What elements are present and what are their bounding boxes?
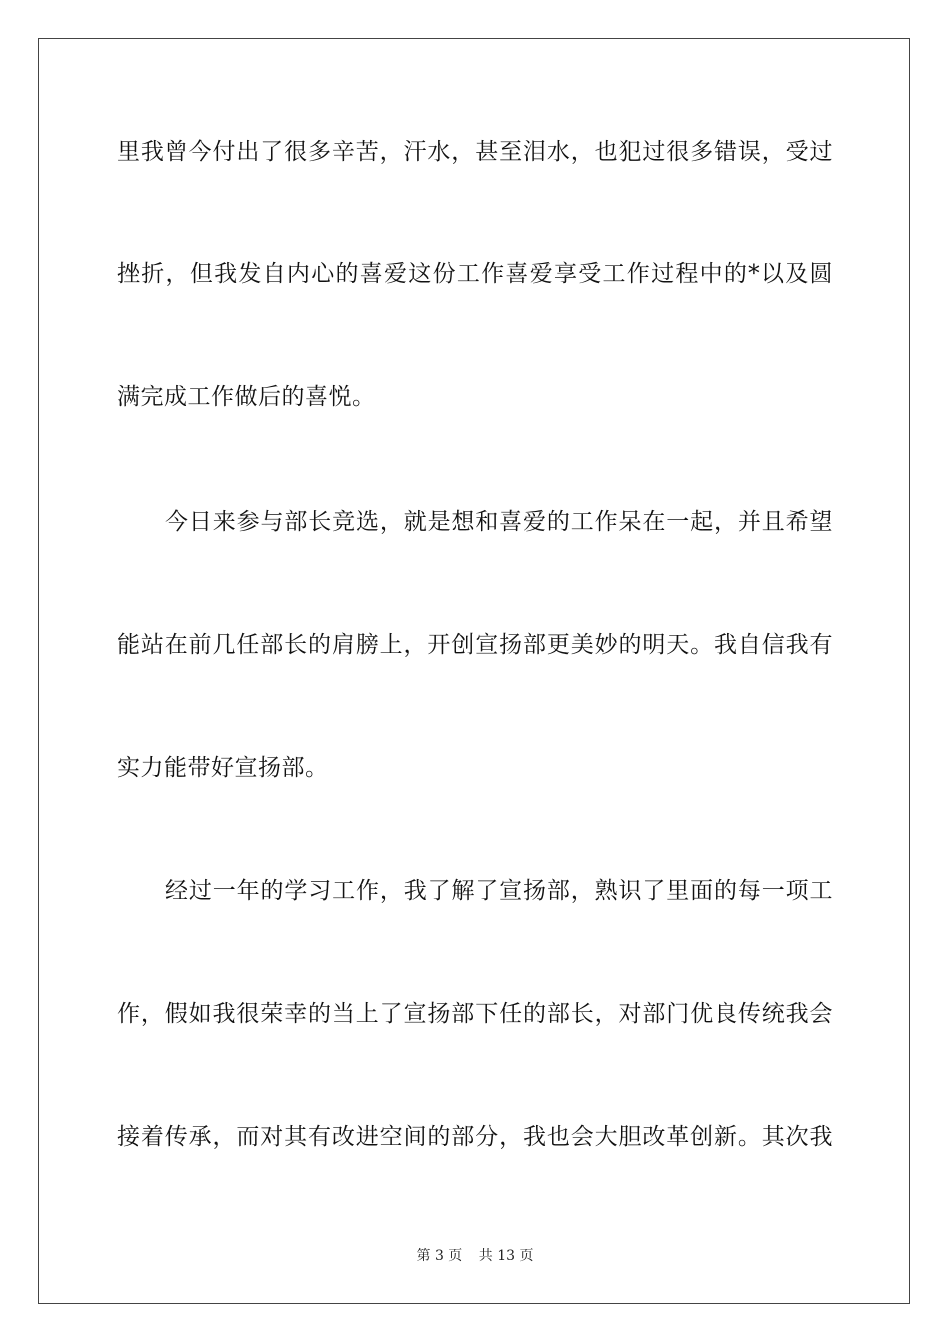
page-footer <box>0 1247 950 1265</box>
page-total: 共 13 页 <box>478 1248 534 1264</box>
body-line-1: 里我曾今付出了很多辛苦，汗水，甚至泪水，也犯过很多错误，受过 <box>117 139 833 165</box>
body-line-6: 实力能带好宣扬部。 <box>117 755 329 781</box>
body-line-7: 经过一年的学习工作，我了解了宣扬部，熟识了里面的每一项工 <box>165 878 833 904</box>
body-line-4: 今日来参与部长竞选，就是想和喜爱的工作呆在一起，并且希望 <box>165 509 833 535</box>
body-line-5: 能站在前几任部长的肩膀上，开创宣扬部更美妙的明天。我自信我有 <box>117 632 833 658</box>
body-line-8: 作，假如我很荣幸的当上了宣扬部下任的部长，对部门优良传统我会 <box>117 1001 833 1027</box>
page-border <box>38 38 910 1304</box>
body-line-3: 满完成工作做后的喜悦。 <box>117 384 376 410</box>
page-number: 第 3 页 <box>416 1248 463 1264</box>
body-line-9: 接着传承，而对其有改进空间的部分，我也会大胆改革创新。其次我 <box>117 1124 833 1150</box>
body-line-2: 挫折，但我发自内心的喜爱这份工作喜爱享受工作过程中的*以及圆 <box>117 261 833 287</box>
